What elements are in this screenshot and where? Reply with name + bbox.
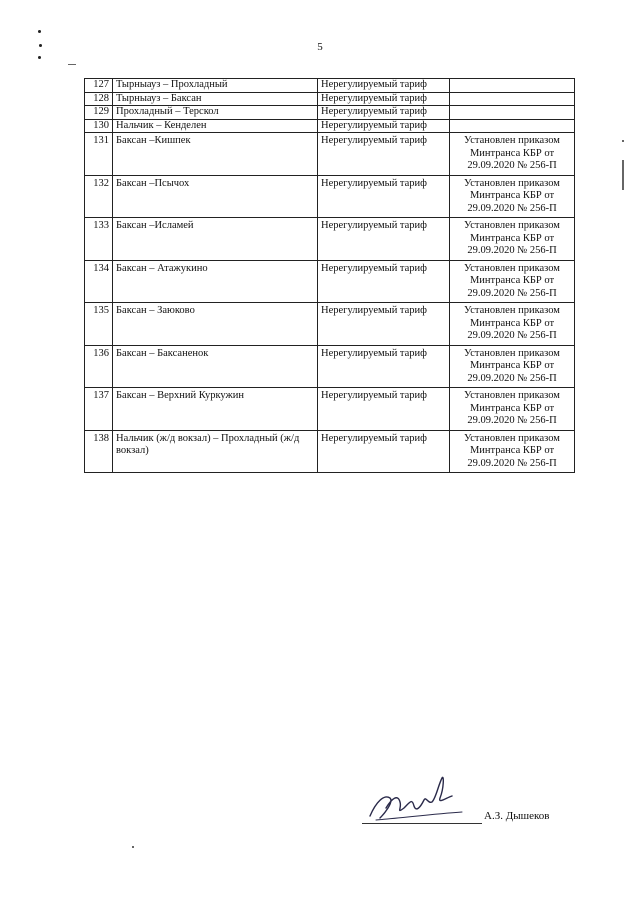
tariff-type: Нерегулируемый тариф (318, 79, 450, 93)
tariff-type: Нерегулируемый тариф (318, 260, 450, 303)
tariff-note: Установлен приказом Минтранса КБР от 29.09.2020 № 256-П (450, 260, 575, 303)
table-row (85, 79, 575, 93)
route-name: Нальчик – Кенделен (113, 119, 318, 133)
routes-table (84, 78, 575, 473)
table-row (85, 92, 575, 106)
table-row (85, 106, 575, 120)
tariff-type: Нерегулируемый тариф (318, 303, 450, 346)
tariff-type: Нерегулируемый тариф (318, 175, 450, 218)
tariff-note: Установлен приказом Минтранса КБР от 29.09.2020 № 256-П (450, 303, 575, 346)
tariff-type: Нерегулируемый тариф (318, 345, 450, 388)
tariff-note: Установлен приказом Минтранса КБР от 29.09.2020 № 256-П (450, 430, 575, 473)
table-row (85, 345, 575, 388)
tariff-note (450, 119, 575, 133)
tariff-type: Нерегулируемый тариф (318, 218, 450, 261)
route-name: Баксан – Верхний Куркужин (113, 388, 318, 431)
tariff-type: Нерегулируемый тариф (318, 92, 450, 106)
signature-line (362, 823, 482, 824)
tariff-note (450, 92, 575, 106)
row-number: 127 (85, 79, 113, 93)
table-row (85, 175, 575, 218)
scan-mark (622, 140, 624, 142)
row-number: 128 (85, 92, 113, 106)
table-row (85, 133, 575, 176)
route-name: Баксан –Исламей (113, 218, 318, 261)
signer-name: А.З. Дышеков (484, 810, 550, 822)
table-row (85, 218, 575, 261)
scan-mark (68, 64, 76, 65)
route-name: Баксан –Псычох (113, 175, 318, 218)
route-name: Прохладный – Терскол (113, 106, 318, 120)
route-name: Тырныауз – Прохладный (113, 79, 318, 93)
table-row (85, 119, 575, 133)
tariff-note: Установлен приказом Минтранса КБР от 29.09.2020 № 256-П (450, 388, 575, 431)
tariff-type: Нерегулируемый тариф (318, 106, 450, 120)
tariff-type: Нерегулируемый тариф (318, 388, 450, 431)
route-name: Нальчик (ж/д вокзал) – Прохладный (ж/д вокзал) (113, 430, 318, 473)
row-number: 132 (85, 175, 113, 218)
route-name: Баксан – Заюково (113, 303, 318, 346)
row-number: 137 (85, 388, 113, 431)
row-number: 129 (85, 106, 113, 120)
table-row (85, 430, 575, 473)
margin-mark (38, 30, 41, 33)
tariff-note: Установлен приказом Минтранса КБР от 29.09.2020 № 256-П (450, 218, 575, 261)
tariff-type: Нерегулируемый тариф (318, 430, 450, 473)
tariff-type: Нерегулируемый тариф (318, 119, 450, 133)
table-row (85, 303, 575, 346)
row-number: 130 (85, 119, 113, 133)
scan-mark (132, 846, 134, 848)
table-row (85, 260, 575, 303)
tariff-note: Установлен приказом Минтранса КБР от 29.09.2020 № 256-П (450, 175, 575, 218)
margin-mark (38, 56, 41, 59)
row-number: 136 (85, 345, 113, 388)
table-row (85, 388, 575, 431)
tariff-note: Установлен приказом Минтранса КБР от 29.09.2020 № 256-П (450, 133, 575, 176)
tariff-note: Установлен приказом Минтранса КБР от 29.09.2020 № 256-П (450, 345, 575, 388)
row-number: 133 (85, 218, 113, 261)
handwritten-signature (362, 768, 482, 826)
route-name: Баксан – Атажукино (113, 260, 318, 303)
page-number: 5 (317, 41, 323, 53)
tariff-type: Нерегулируемый тариф (318, 133, 450, 176)
tariff-note (450, 106, 575, 120)
row-number: 131 (85, 133, 113, 176)
route-name: Тырныауз – Баксан (113, 92, 318, 106)
row-number: 135 (85, 303, 113, 346)
route-name: Баксан – Баксаненок (113, 345, 318, 388)
signature-block (362, 768, 582, 828)
tariff-note (450, 79, 575, 93)
row-number: 138 (85, 430, 113, 473)
scan-mark (622, 160, 624, 190)
route-name: Баксан –Кишпек (113, 133, 318, 176)
row-number: 134 (85, 260, 113, 303)
